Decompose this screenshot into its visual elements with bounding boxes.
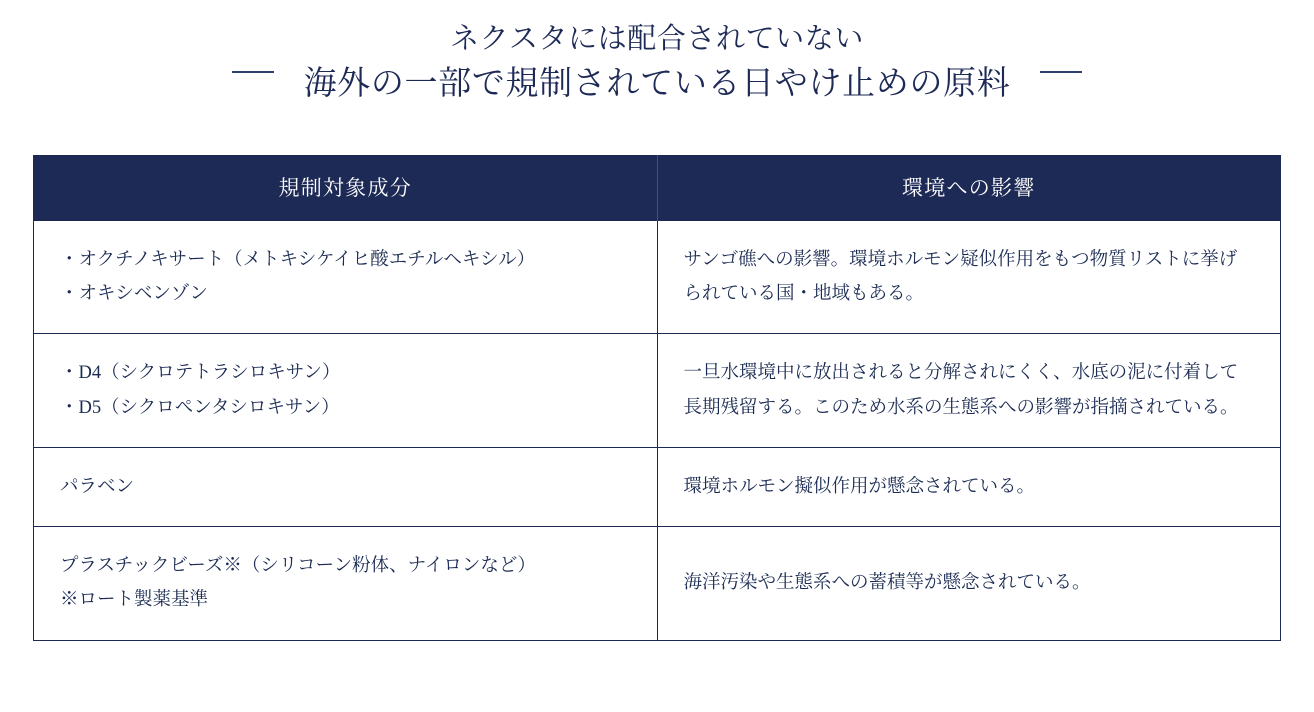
table-row	[34, 334, 1281, 447]
table-row	[34, 221, 1281, 334]
ingredients-table-wrap	[33, 155, 1281, 641]
ingredient-line: パラベン	[60, 476, 135, 497]
decorative-dash-right	[1040, 71, 1082, 73]
table-row	[34, 447, 1281, 526]
column-header-ingredient: 規制対象成分	[34, 156, 658, 221]
ingredient-line: プラスチックビーズ※（シリコーン粉体、ナイロンなど）	[60, 556, 536, 577]
cell-ingredient	[34, 527, 658, 640]
ingredients-table	[33, 155, 1281, 641]
ingredient-line: ・D4（シクロテトラシロキサン）	[60, 363, 341, 384]
cell-ingredient	[34, 447, 658, 526]
table-header-row	[34, 156, 1281, 221]
table-body	[34, 221, 1281, 641]
cell-impact: サンゴ礁への影響。環境ホルモン疑似作用をもつ物質リストに挙げられている国・地域もある。	[657, 221, 1281, 334]
heading-line-1: ネクスタには配合されていない	[450, 23, 864, 55]
ingredient-line: ・オキシベンゾン	[60, 284, 208, 305]
ingredient-line: ・D5（シクロペンタシロキサン）	[60, 397, 340, 418]
table-head	[34, 156, 1281, 221]
table-row	[34, 527, 1281, 640]
ingredient-note: ※ロート製薬基準	[60, 590, 209, 611]
cell-impact: 海洋汚染や生態系への蓄積等が懸念されている。	[657, 527, 1281, 640]
cell-impact: 環境ホルモン擬似作用が懸念されている。	[657, 447, 1281, 526]
heading-line-2: 海外の一部で規制されている日やけ止めの原料	[303, 66, 1011, 102]
ingredient-line: ・オクチノキサート（メトキシケイヒ酸エチルヘキシル）	[60, 250, 536, 270]
cell-ingredient	[34, 334, 658, 447]
page-title	[0, 0, 1314, 108]
column-header-impact: 環境への影響	[657, 156, 1281, 221]
cell-ingredient	[34, 221, 658, 334]
cell-impact: 一旦水環境中に放出されると分解されにくく、水底の泥に付着して長期残留する。このため水系の生態系への影響が指摘されている。	[657, 334, 1281, 447]
decorative-dash-left	[232, 71, 274, 73]
heading-wrap	[232, 18, 1083, 108]
